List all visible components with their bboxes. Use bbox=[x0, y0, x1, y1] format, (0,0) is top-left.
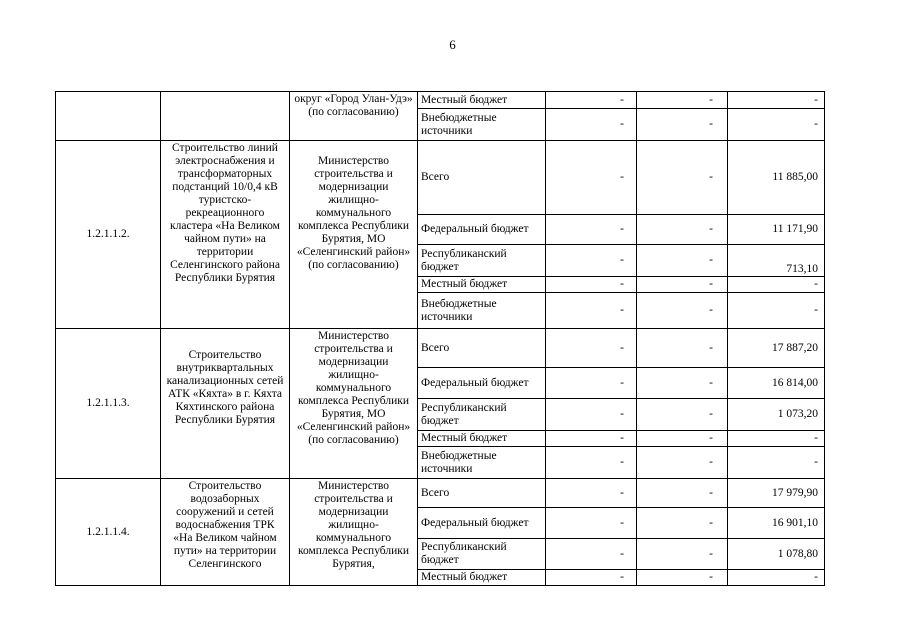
table-row bbox=[56, 329, 825, 368]
value-cell: - bbox=[546, 368, 637, 399]
value-cell: - bbox=[728, 109, 825, 141]
source-cell: Федеральный бюджет bbox=[418, 508, 546, 539]
value-cell: - bbox=[637, 109, 728, 141]
value-cell: - bbox=[546, 431, 637, 447]
source-cell: Местный бюджет bbox=[418, 92, 546, 109]
value-cell: - bbox=[637, 479, 728, 508]
table-row bbox=[56, 92, 825, 109]
value-cell: 713,10 bbox=[728, 245, 825, 277]
item-executor: Министерство строительства и модернизации жилищно-коммунального комплекса Республики Бурятия, bbox=[290, 479, 418, 586]
source-cell: Республиканский бюджет bbox=[418, 399, 546, 431]
value-cell: 17 887,20 bbox=[728, 329, 825, 368]
value-cell: - bbox=[546, 399, 637, 431]
source-cell: Внебюджетные источники bbox=[418, 293, 546, 329]
value-cell: 16 901,10 bbox=[728, 508, 825, 539]
source-cell: Республиканский бюджет bbox=[418, 539, 546, 570]
value-cell: - bbox=[637, 92, 728, 109]
source-cell: Местный бюджет bbox=[418, 570, 546, 586]
value-cell: - bbox=[546, 539, 637, 570]
name-cell bbox=[161, 92, 290, 141]
value-cell: - bbox=[546, 277, 637, 293]
executor-cell: округ «Город Улан-Удэ» (по согласованию) bbox=[290, 92, 418, 141]
value-cell: 1 078,80 bbox=[728, 539, 825, 570]
source-cell: Федеральный бюджет bbox=[418, 215, 546, 245]
value-cell: - bbox=[546, 92, 637, 109]
page-number: 6 bbox=[449, 37, 456, 52]
budget-table bbox=[55, 91, 825, 586]
item-name: Строительство водозаборных сооружений и сетей водоснабжения ТРК «На Великом чайном пути» на территории Селенгинского bbox=[161, 479, 290, 586]
source-cell: Всего bbox=[418, 329, 546, 368]
value-cell: 17 979,90 bbox=[728, 479, 825, 508]
value-cell: - bbox=[728, 570, 825, 586]
source-cell: Местный бюджет bbox=[418, 431, 546, 447]
value-cell: - bbox=[546, 141, 637, 215]
value-cell: - bbox=[637, 570, 728, 586]
source-cell: Внебюджетные источники bbox=[418, 109, 546, 141]
value-cell: - bbox=[728, 447, 825, 479]
item-name: Строительство линий электроснабжения и трансформаторных подстанций 10/0,4 кВ туристско-рекреационного кластера «На Великом чайном пути» на территории Селенгинского района Республики Бурятия bbox=[161, 141, 290, 329]
value-cell: - bbox=[637, 215, 728, 245]
value-cell: 11 885,00 bbox=[728, 141, 825, 215]
item-name: Строительство внутриквартальных канализационных сетей АТК «Кяхта» в г. Кяхта Кяхтинского района Республики Бурятия bbox=[161, 329, 290, 479]
value-cell: - bbox=[728, 92, 825, 109]
item-code: 1.2.1.1.2. bbox=[56, 141, 161, 329]
item-executor: Министерство строительства и модернизации жилищно-коммунального комплекса Республики Бурятия, МО «Селенгинский район» (по согласованию) bbox=[290, 329, 418, 479]
table-row bbox=[56, 479, 825, 508]
value-cell: - bbox=[637, 329, 728, 368]
value-cell: 1 073,20 bbox=[728, 399, 825, 431]
source-cell: Федеральный бюджет bbox=[418, 368, 546, 399]
value-cell: - bbox=[728, 277, 825, 293]
code-cell bbox=[56, 92, 161, 141]
value-cell: - bbox=[637, 277, 728, 293]
value-cell: - bbox=[637, 447, 728, 479]
source-cell: Республиканский бюджет bbox=[418, 245, 546, 277]
value-cell: - bbox=[546, 293, 637, 329]
value-cell: - bbox=[637, 141, 728, 215]
value-cell: 11 171,90 bbox=[728, 215, 825, 245]
value-cell: - bbox=[546, 447, 637, 479]
table-row bbox=[56, 141, 825, 215]
value-cell: - bbox=[546, 109, 637, 141]
value-cell: - bbox=[637, 508, 728, 539]
value-cell: - bbox=[637, 431, 728, 447]
value-cell: - bbox=[546, 215, 637, 245]
value-cell: - bbox=[637, 368, 728, 399]
value-cell: - bbox=[637, 539, 728, 570]
value-cell: - bbox=[546, 479, 637, 508]
value-cell: - bbox=[637, 399, 728, 431]
item-code: 1.2.1.1.4. bbox=[56, 479, 161, 586]
value-cell: - bbox=[546, 245, 637, 277]
source-cell: Внебюджетные источники bbox=[418, 447, 546, 479]
value-cell: - bbox=[546, 570, 637, 586]
item-executor: Министерство строительства и модернизации жилищно-коммунального комплекса Республики Бурятия, МО «Селенгинский район» (по согласованию) bbox=[290, 141, 418, 329]
source-cell: Всего bbox=[418, 141, 546, 215]
value-cell: - bbox=[546, 508, 637, 539]
value-cell: - bbox=[728, 431, 825, 447]
value-cell: - bbox=[637, 245, 728, 277]
source-cell: Местный бюджет bbox=[418, 277, 546, 293]
item-code: 1.2.1.1.3. bbox=[56, 329, 161, 479]
value-cell: - bbox=[728, 293, 825, 329]
value-cell: - bbox=[637, 293, 728, 329]
value-cell: 16 814,00 bbox=[728, 368, 825, 399]
source-cell: Всего bbox=[418, 479, 546, 508]
value-cell: - bbox=[546, 329, 637, 368]
